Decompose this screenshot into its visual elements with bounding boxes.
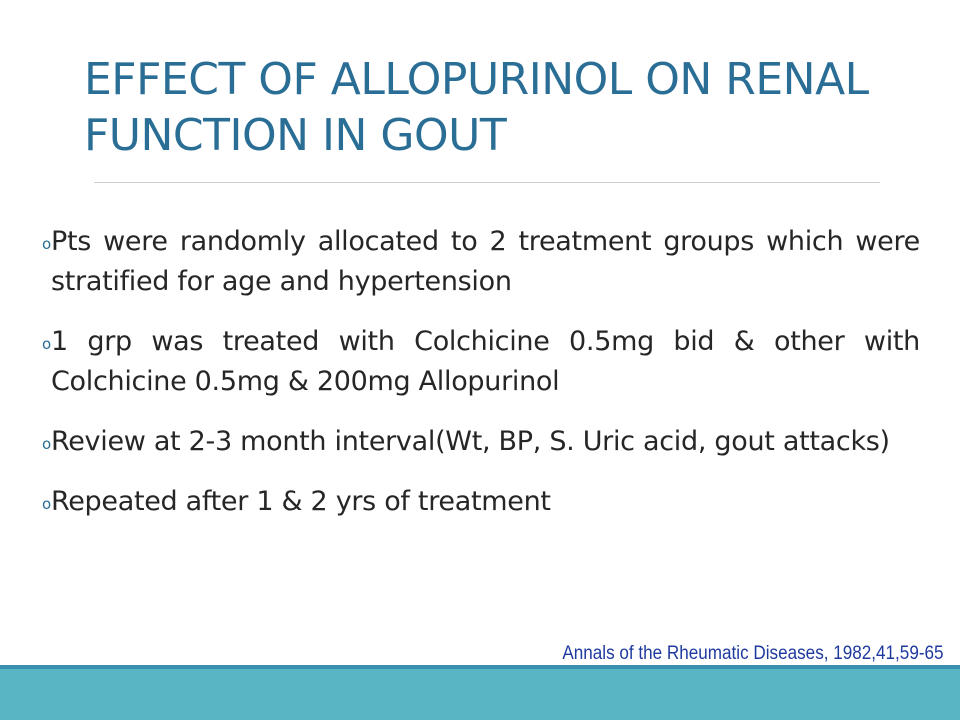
title-line-1: EFFECT OF ALLOPURINOL ON RENAL	[84, 54, 869, 105]
bullet-text: Pts were randomly allocated to 2 treatment groups which were stratified for age and hypertension	[51, 226, 920, 297]
bullet-item	[42, 322, 920, 402]
bullet-text: Repeated after 1 & 2 yrs of treatment	[51, 486, 551, 517]
bullet-item	[42, 482, 920, 522]
bullet-circle-icon: o	[42, 335, 51, 353]
bullet-circle-icon: o	[42, 435, 51, 453]
bullet-circle-icon: o	[42, 235, 51, 253]
title-divider	[94, 182, 880, 183]
bullet-circle-icon: o	[42, 495, 51, 513]
title-line-2: FUNCTION IN GOUT	[84, 110, 507, 161]
bullet-item	[42, 422, 920, 462]
bullet-list	[42, 222, 920, 542]
bullet-text: Review at 2-3 month interval(Wt, BP, S. Uric acid, gout attacks)	[51, 426, 890, 457]
bullet-item	[42, 222, 920, 302]
footer-band	[0, 669, 960, 720]
citation: Annals of the Rheumatic Diseases, 1982,41,59-65	[562, 643, 944, 664]
slide-title	[84, 52, 924, 164]
bullet-text: 1 grp was treated with Colchicine 0.5mg bid & other with Colchicine 0.5mg & 200mg Allopurinol	[51, 326, 920, 397]
